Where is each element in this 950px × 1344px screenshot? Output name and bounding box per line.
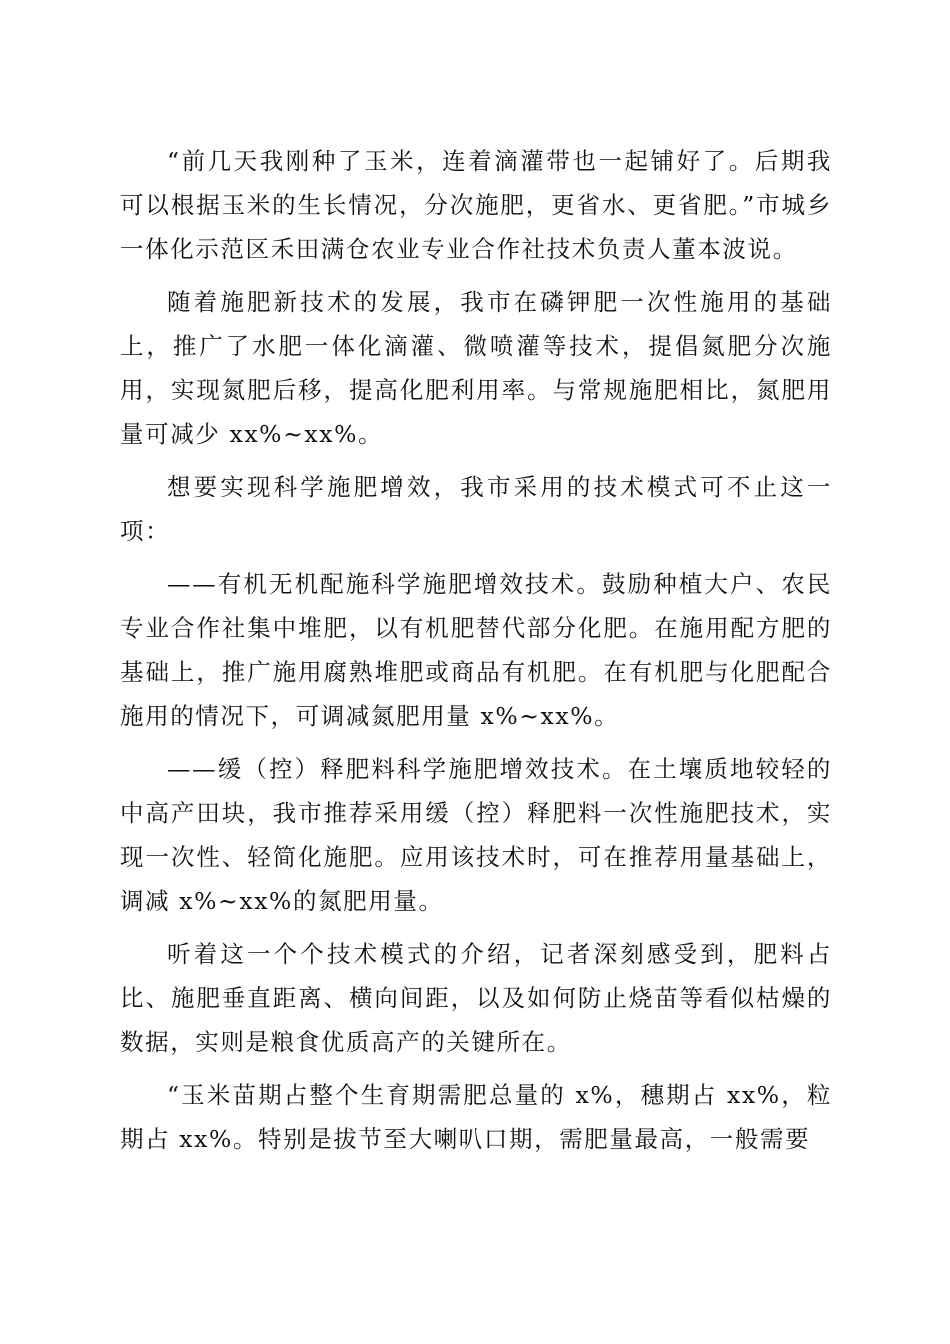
paragraph-reporter-reflection: 听着这一个个技术模式的介绍，记者深刻感受到，肥料占比、施肥垂直距离、横向间距，以及如何防止烧苗等看似枯燥的数据，实则是粮食优质高产的关键所在。 [120, 940, 832, 1056]
paragraph-technique-intro: 想要实现科学施肥增效，我市采用的技术模式可不止这一项： [120, 473, 832, 545]
article-body [120, 139, 832, 1170]
paragraph-corn-nutrient-quote: “玉米苗期占整个生育期需肥总量的 x%，穗期占 xx%，粒期占 xx%。特别是拔节至大喇叭口期，需肥量最高，一般需要 [120, 1081, 832, 1153]
paragraph-organic-inorganic: ——有机无机配施科学施肥增效技术。鼓励种植大户、农民专业合作社集中堆肥，以有机肥替代部分化肥。在施用配方肥的基础上，推广施用腐熟堆肥或商品有机肥。在有机肥与化肥配合施用的情况下，可调减氮肥用量 x%~xx%。 [120, 570, 832, 730]
paragraph-farmer-quote: “前几天我刚种了玉米，连着滴灌带也一起铺好了。后期我可以根据玉米的生长情况，分次施肥，更省水、更省肥。”市城乡一体化示范区禾田满仓农业专业合作社技术负责人董本波说。 [120, 147, 832, 263]
paragraph-controlled-release: ——缓（控）释肥料科学施肥增效技术。在土壤质地较轻的中高产田块，我市推荐采用缓（控）释肥料一次性施肥技术，实现一次性、轻简化施肥。应用该技术时，可在推荐用量基础上，调减 x%~xx%的氮肥用量。 [120, 755, 832, 915]
paragraph-new-techniques: 随着施肥新技术的发展，我市在磷钾肥一次性施用的基础上，推广了水肥一体化滴灌、微喷灌等技术，提倡氮肥分次施用，实现氮肥后移，提高化肥利用率。与常规施肥相比，氮肥用量可减少 xx%~xx%。 [120, 288, 832, 448]
